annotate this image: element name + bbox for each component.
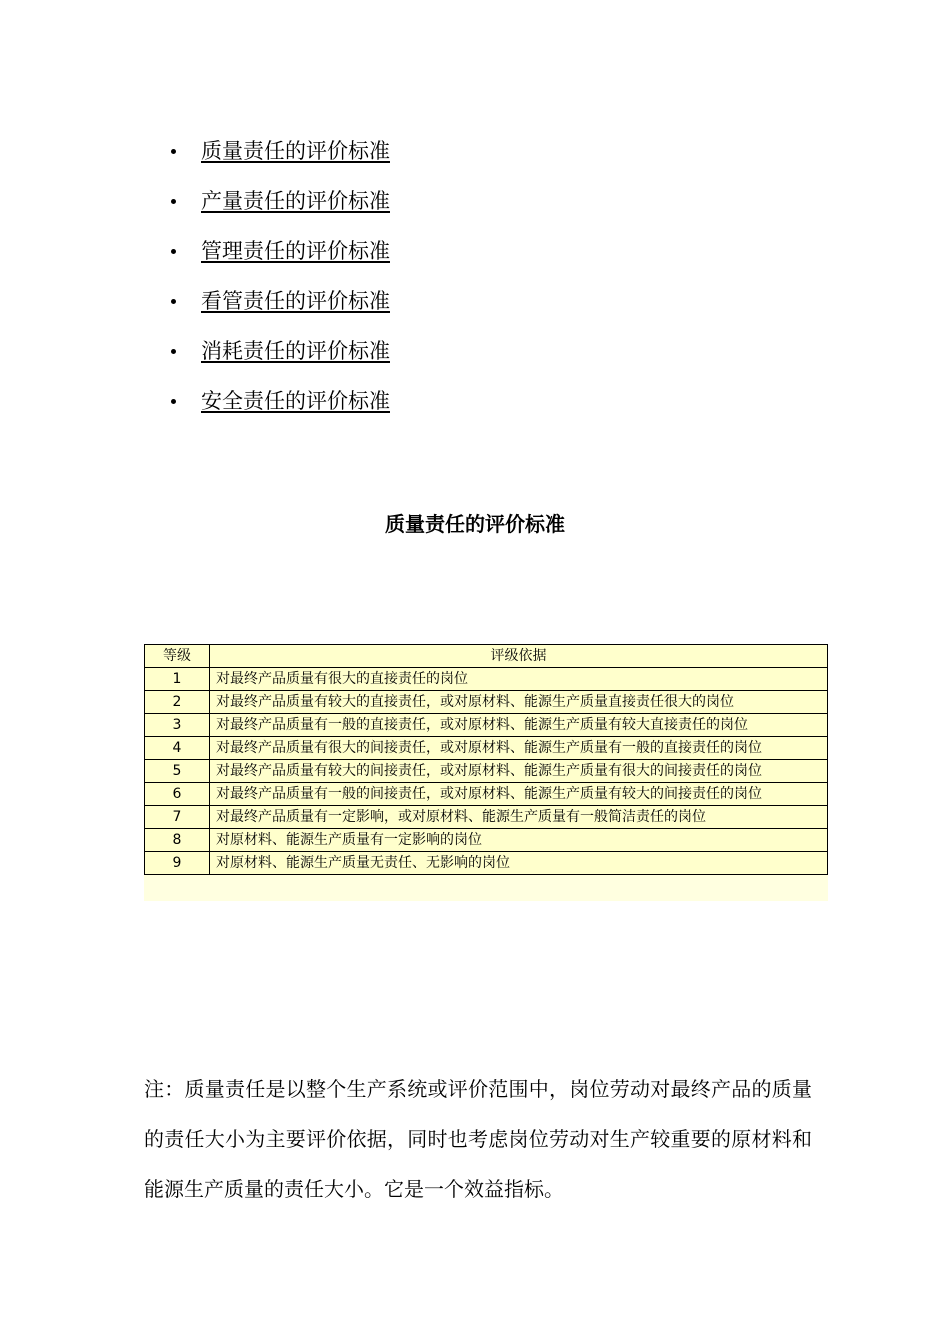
bullet-icon [171, 249, 176, 254]
table-row [145, 829, 828, 852]
toc-item-quality [168, 134, 390, 184]
cell-basis: 对最终产品质量有很大的间接责任，或对原材料、能源生产质量有一般的直接责任的岗位 [210, 737, 828, 760]
toc-link-output[interactable]: 产量责任的评价标准 [201, 189, 390, 213]
table-of-contents [168, 134, 390, 434]
cell-level: 4 [145, 737, 210, 760]
table-row [145, 691, 828, 714]
cell-level: 8 [145, 829, 210, 852]
grading-table-container [144, 644, 828, 901]
note-paragraph: 注：质量责任是以整个生产系统或评价范围中，岗位劳动对最终产品的质量的责任大小为主要评价依据，同时也考虑岗位劳动对生产较重要的原材料和能源生产质量的责任大小。它是一个效益指标。 [144, 1077, 812, 1201]
cell-level: 9 [145, 852, 210, 875]
cell-basis: 对最终产品质量有一定影响，或对原材料、能源生产质量有一般简洁责任的岗位 [210, 806, 828, 829]
toc-link-management[interactable]: 管理责任的评价标准 [201, 239, 390, 263]
toc-link-supervision[interactable]: 看管责任的评价标准 [201, 289, 390, 313]
bullet-icon [171, 199, 176, 204]
toc-link-consumption[interactable]: 消耗责任的评价标准 [201, 339, 390, 363]
table-row [145, 668, 828, 691]
table-row [145, 783, 828, 806]
cell-basis: 对最终产品质量有一般的直接责任，或对原材料、能源生产质量有较大直接责任的岗位 [210, 714, 828, 737]
bullet-icon [171, 399, 176, 404]
table-row [145, 737, 828, 760]
toc-item-management [168, 234, 390, 284]
header-basis: 评级依据 [210, 645, 828, 668]
table-row [145, 852, 828, 875]
table-row [145, 806, 828, 829]
bullet-icon [171, 349, 176, 354]
cell-basis: 对原材料、能源生产质量有一定影响的岗位 [210, 829, 828, 852]
cell-level: 1 [145, 668, 210, 691]
toc-link-safety[interactable]: 安全责任的评价标准 [201, 389, 390, 413]
grading-table [144, 644, 828, 875]
section-title: 质量责任的评价标准 [385, 512, 565, 536]
cell-level: 2 [145, 691, 210, 714]
cell-basis: 对最终产品质量有较大的间接责任，或对原材料、能源生产质量有很大的间接责任的岗位 [210, 760, 828, 783]
toc-link-quality[interactable]: 质量责任的评价标准 [201, 139, 390, 163]
header-level: 等级 [145, 645, 210, 668]
cell-level: 3 [145, 714, 210, 737]
cell-basis: 对最终产品质量有一般的间接责任，或对原材料、能源生产质量有较大的间接责任的岗位 [210, 783, 828, 806]
cell-basis: 对最终产品质量有较大的直接责任，或对原材料、能源生产质量直接责任很大的岗位 [210, 691, 828, 714]
cell-level: 7 [145, 806, 210, 829]
table-header-row [145, 645, 828, 668]
table-row [145, 760, 828, 783]
bullet-icon [171, 149, 176, 154]
toc-item-supervision [168, 284, 390, 334]
cell-level: 6 [145, 783, 210, 806]
toc-item-safety [168, 384, 390, 434]
cell-basis: 对原材料、能源生产质量无责任、无影响的岗位 [210, 852, 828, 875]
toc-item-consumption [168, 334, 390, 384]
table-row [145, 714, 828, 737]
cell-basis: 对最终产品质量有很大的直接责任的岗位 [210, 668, 828, 691]
cell-level: 5 [145, 760, 210, 783]
toc-item-output [168, 184, 390, 234]
bullet-icon [171, 299, 176, 304]
